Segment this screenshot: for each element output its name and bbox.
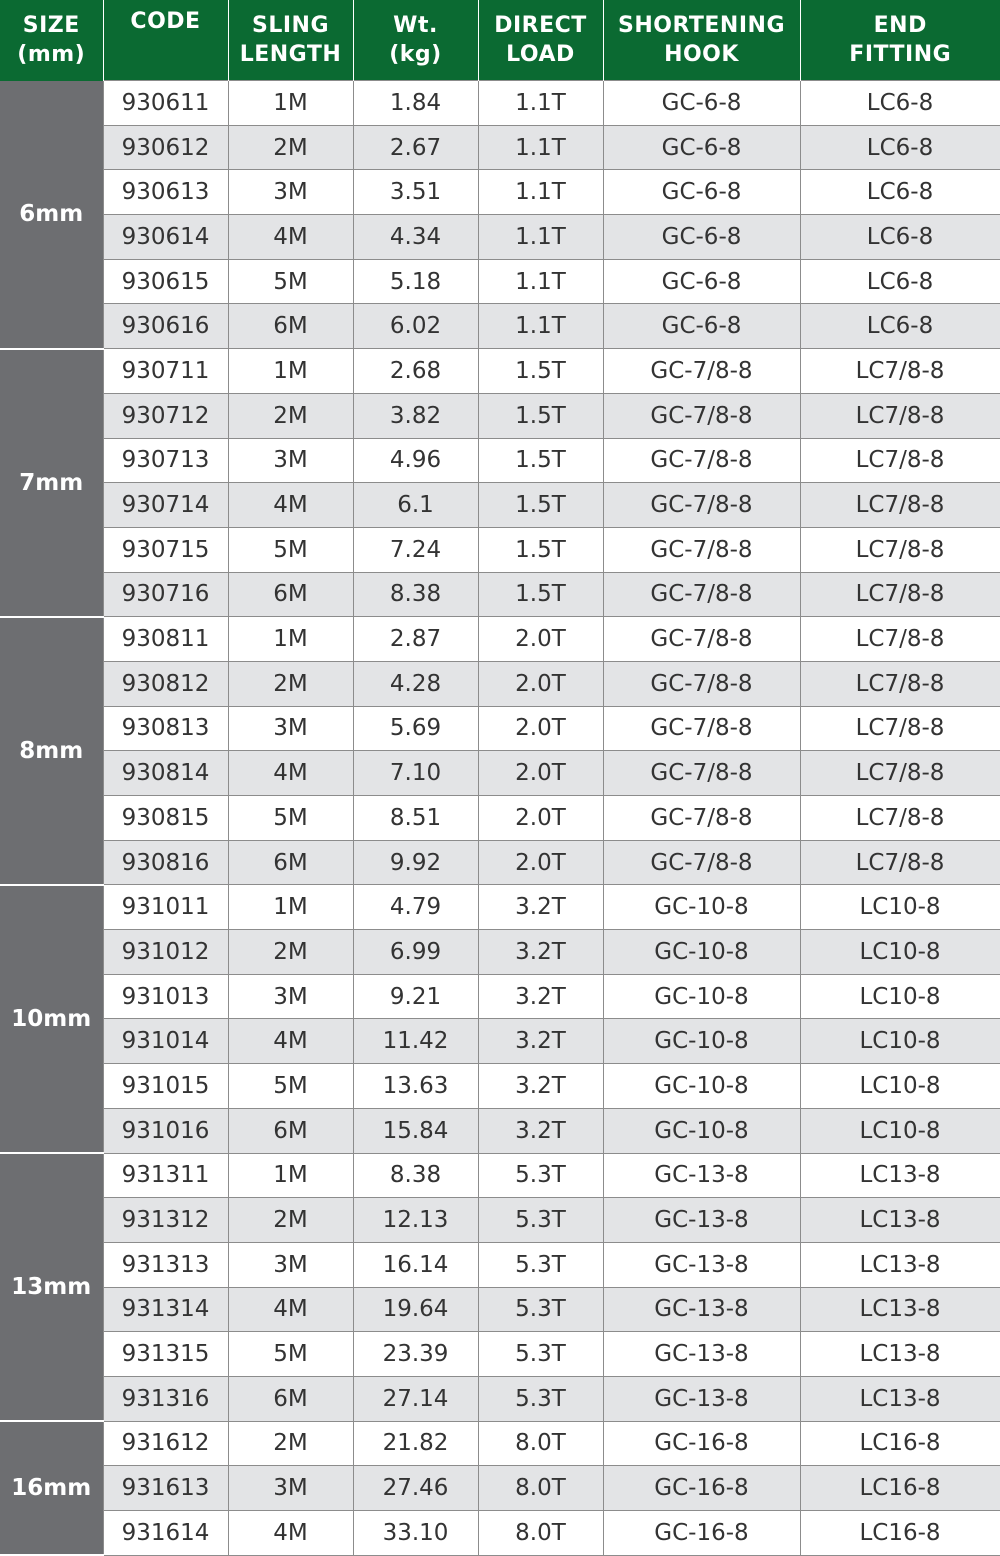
header-weight-line2: (kg) [354,40,478,69]
direct-load-cell: 1.5T [478,438,603,483]
header-sling-length [228,0,353,81]
weight-cell: 2.87 [353,617,478,662]
code-cell: 930711 [103,349,228,394]
shortening-hook-cell: GC-13-8 [603,1332,800,1377]
header-direct-load-line1: DIRECT [479,11,603,40]
weight-cell: 12.13 [353,1198,478,1243]
sling-length-cell: 2M [228,125,353,170]
direct-load-cell: 2.0T [478,796,603,841]
weight-cell: 1.84 [353,81,478,126]
table-row [0,170,1000,215]
code-cell: 931614 [103,1511,228,1556]
weight-cell: 9.21 [353,974,478,1019]
direct-load-cell: 8.0T [478,1421,603,1466]
end-fitting-cell: LC6-8 [800,125,1000,170]
end-fitting-cell: LC10-8 [800,930,1000,975]
end-fitting-cell: LC7/8-8 [800,661,1000,706]
end-fitting-cell: LC7/8-8 [800,393,1000,438]
shortening-hook-cell: GC-6-8 [603,259,800,304]
direct-load-cell: 3.2T [478,930,603,975]
code-cell: 931013 [103,974,228,1019]
shortening-hook-cell: GC-6-8 [603,170,800,215]
sling-length-cell: 1M [228,1153,353,1198]
header-direct-load [478,0,603,81]
table-row [0,706,1000,751]
header-weight [353,0,478,81]
size-cell: 7mm [0,349,103,617]
sling-length-cell: 4M [228,1511,353,1556]
direct-load-cell: 8.0T [478,1511,603,1556]
header-size-line1: SIZE [0,11,103,40]
direct-load-cell: 5.3T [478,1242,603,1287]
code-cell: 930811 [103,617,228,662]
header-end-fitting [800,0,1000,81]
code-cell: 931316 [103,1376,228,1421]
shortening-hook-cell: GC-10-8 [603,1108,800,1153]
code-cell: 931315 [103,1332,228,1377]
shortening-hook-cell: GC-13-8 [603,1376,800,1421]
shortening-hook-cell: GC-16-8 [603,1466,800,1511]
sling-length-cell: 3M [228,974,353,1019]
header-sling-length-line2: LENGTH [229,40,353,69]
code-cell: 930616 [103,304,228,349]
sling-length-cell: 2M [228,930,353,975]
code-cell: 930613 [103,170,228,215]
weight-cell: 4.28 [353,661,478,706]
weight-cell: 2.68 [353,349,478,394]
sling-length-cell: 5M [228,1064,353,1109]
code-cell: 931312 [103,1198,228,1243]
sling-length-cell: 6M [228,1108,353,1153]
direct-load-cell: 1.1T [478,304,603,349]
sling-length-cell: 6M [228,304,353,349]
end-fitting-cell: LC10-8 [800,974,1000,1019]
direct-load-cell: 2.0T [478,751,603,796]
code-cell: 930614 [103,215,228,260]
code-cell: 930814 [103,751,228,796]
direct-load-cell: 2.0T [478,661,603,706]
header-size-line2: (mm) [0,40,103,69]
weight-cell: 13.63 [353,1064,478,1109]
shortening-hook-cell: GC-6-8 [603,215,800,260]
end-fitting-cell: LC10-8 [800,1108,1000,1153]
sling-length-cell: 1M [228,349,353,394]
header-row [0,0,1000,81]
direct-load-cell: 5.3T [478,1376,603,1421]
weight-cell: 6.02 [353,304,478,349]
weight-cell: 4.96 [353,438,478,483]
header-shortening-hook-line1: SHORTENING [604,11,800,40]
sling-length-cell: 4M [228,1287,353,1332]
end-fitting-cell: LC7/8-8 [800,751,1000,796]
weight-cell: 21.82 [353,1421,478,1466]
sling-length-cell: 3M [228,1242,353,1287]
end-fitting-cell: LC10-8 [800,1019,1000,1064]
end-fitting-cell: LC16-8 [800,1421,1000,1466]
shortening-hook-cell: GC-13-8 [603,1242,800,1287]
direct-load-cell: 1.1T [478,170,603,215]
sling-length-cell: 6M [228,840,353,885]
direct-load-cell: 2.0T [478,617,603,662]
weight-cell: 4.34 [353,215,478,260]
end-fitting-cell: LC13-8 [800,1153,1000,1198]
direct-load-cell: 1.1T [478,125,603,170]
weight-cell: 3.82 [353,393,478,438]
sling-length-cell: 5M [228,796,353,841]
code-cell: 930611 [103,81,228,126]
sling-length-cell: 5M [228,527,353,572]
direct-load-cell: 1.5T [478,572,603,617]
shortening-hook-cell: GC-7/8-8 [603,617,800,662]
direct-load-cell: 2.0T [478,840,603,885]
end-fitting-cell: LC16-8 [800,1466,1000,1511]
code-cell: 930714 [103,483,228,528]
direct-load-cell: 1.1T [478,215,603,260]
table-row [0,840,1000,885]
end-fitting-cell: LC7/8-8 [800,706,1000,751]
sling-length-cell: 6M [228,572,353,617]
table-row [0,1332,1000,1377]
table-row [0,1466,1000,1511]
weight-cell: 9.92 [353,840,478,885]
header-shortening-hook [603,0,800,81]
shortening-hook-cell: GC-13-8 [603,1198,800,1243]
direct-load-cell: 1.5T [478,527,603,572]
sling-length-cell: 2M [228,393,353,438]
direct-load-cell: 5.3T [478,1287,603,1332]
sling-length-cell: 3M [228,1466,353,1511]
table-row [0,1376,1000,1421]
sling-length-cell: 2M [228,661,353,706]
code-cell: 931314 [103,1287,228,1332]
weight-cell: 19.64 [353,1287,478,1332]
shortening-hook-cell: GC-16-8 [603,1511,800,1556]
end-fitting-cell: LC7/8-8 [800,483,1000,528]
code-cell: 930715 [103,527,228,572]
header-weight-line1: Wt. [354,11,478,40]
weight-cell: 11.42 [353,1019,478,1064]
end-fitting-cell: LC6-8 [800,304,1000,349]
size-cell: 8mm [0,617,103,885]
shortening-hook-cell: GC-10-8 [603,974,800,1019]
end-fitting-cell: LC7/8-8 [800,796,1000,841]
code-cell: 930713 [103,438,228,483]
weight-cell: 23.39 [353,1332,478,1377]
code-cell: 930812 [103,661,228,706]
code-cell: 930712 [103,393,228,438]
code-cell: 931014 [103,1019,228,1064]
shortening-hook-cell: GC-7/8-8 [603,527,800,572]
weight-cell: 3.51 [353,170,478,215]
shortening-hook-cell: GC-7/8-8 [603,438,800,483]
sling-length-cell: 4M [228,1019,353,1064]
direct-load-cell: 1.5T [478,393,603,438]
code-cell: 930716 [103,572,228,617]
end-fitting-cell: LC7/8-8 [800,527,1000,572]
header-shortening-hook-line2: HOOK [604,40,800,69]
end-fitting-cell: LC7/8-8 [800,572,1000,617]
table-row [0,1242,1000,1287]
shortening-hook-cell: GC-6-8 [603,81,800,126]
weight-cell: 2.67 [353,125,478,170]
weight-cell: 7.10 [353,751,478,796]
direct-load-cell: 1.1T [478,259,603,304]
table-row [0,1421,1000,1466]
code-cell: 931016 [103,1108,228,1153]
shortening-hook-cell: GC-10-8 [603,930,800,975]
table-row [0,1064,1000,1109]
size-cell: 16mm [0,1421,103,1555]
end-fitting-cell: LC13-8 [800,1242,1000,1287]
shortening-hook-cell: GC-16-8 [603,1421,800,1466]
size-cell: 13mm [0,1153,103,1421]
table-row [0,527,1000,572]
code-cell: 931012 [103,930,228,975]
table-row [0,617,1000,662]
code-cell: 931015 [103,1064,228,1109]
end-fitting-cell: LC6-8 [800,170,1000,215]
shortening-hook-cell: GC-10-8 [603,885,800,930]
table-row [0,125,1000,170]
weight-cell: 5.69 [353,706,478,751]
table-row [0,483,1000,528]
header-direct-load-line2: LOAD [479,40,603,69]
code-cell: 931612 [103,1421,228,1466]
sling-length-cell: 1M [228,885,353,930]
table-row [0,304,1000,349]
sling-length-cell: 1M [228,81,353,126]
table-row [0,81,1000,126]
weight-cell: 27.14 [353,1376,478,1421]
table-row [0,393,1000,438]
end-fitting-cell: LC10-8 [800,885,1000,930]
shortening-hook-cell: GC-7/8-8 [603,751,800,796]
code-cell: 930615 [103,259,228,304]
direct-load-cell: 2.0T [478,706,603,751]
table-row [0,259,1000,304]
sling-length-cell: 3M [228,438,353,483]
end-fitting-cell: LC13-8 [800,1287,1000,1332]
direct-load-cell: 3.2T [478,1064,603,1109]
end-fitting-cell: LC6-8 [800,215,1000,260]
code-cell: 930816 [103,840,228,885]
direct-load-cell: 3.2T [478,1019,603,1064]
direct-load-cell: 5.3T [478,1198,603,1243]
shortening-hook-cell: GC-6-8 [603,304,800,349]
shortening-hook-cell: GC-7/8-8 [603,483,800,528]
table-row [0,930,1000,975]
sling-length-cell: 2M [228,1198,353,1243]
shortening-hook-cell: GC-7/8-8 [603,393,800,438]
header-sling-length-line1: SLING [229,11,353,40]
size-cell: 10mm [0,885,103,1153]
code-cell: 931011 [103,885,228,930]
shortening-hook-cell: GC-13-8 [603,1153,800,1198]
weight-cell: 5.18 [353,259,478,304]
weight-cell: 8.51 [353,796,478,841]
shortening-hook-cell: GC-7/8-8 [603,796,800,841]
end-fitting-cell: LC16-8 [800,1511,1000,1556]
table-header [0,0,1000,81]
code-cell: 931311 [103,1153,228,1198]
table-row [0,885,1000,930]
size-cell: 6mm [0,81,103,349]
sling-length-cell: 1M [228,617,353,662]
direct-load-cell: 3.2T [478,1108,603,1153]
direct-load-cell: 3.2T [478,885,603,930]
sling-length-cell: 2M [228,1421,353,1466]
table-row [0,1198,1000,1243]
header-code-line1: CODE [104,7,228,36]
direct-load-cell: 5.3T [478,1332,603,1377]
table-row [0,1511,1000,1556]
table-row [0,572,1000,617]
end-fitting-cell: LC13-8 [800,1198,1000,1243]
table-row [0,661,1000,706]
shortening-hook-cell: GC-13-8 [603,1287,800,1332]
table-row [0,215,1000,260]
header-end-fitting-line1: END [801,11,1000,40]
table-row [0,974,1000,1019]
direct-load-cell: 3.2T [478,974,603,1019]
weight-cell: 16.14 [353,1242,478,1287]
table-row [0,1287,1000,1332]
shortening-hook-cell: GC-7/8-8 [603,349,800,394]
table-row [0,438,1000,483]
shortening-hook-cell: GC-7/8-8 [603,840,800,885]
code-cell: 930612 [103,125,228,170]
weight-cell: 7.24 [353,527,478,572]
direct-load-cell: 8.0T [478,1466,603,1511]
table-row [0,1153,1000,1198]
end-fitting-cell: LC7/8-8 [800,840,1000,885]
sling-length-cell: 4M [228,483,353,528]
sling-length-cell: 5M [228,259,353,304]
end-fitting-cell: LC13-8 [800,1376,1000,1421]
table-row [0,796,1000,841]
end-fitting-cell: LC6-8 [800,81,1000,126]
direct-load-cell: 1.5T [478,483,603,528]
header-code [103,0,228,81]
shortening-hook-cell: GC-7/8-8 [603,661,800,706]
weight-cell: 15.84 [353,1108,478,1153]
weight-cell: 27.46 [353,1466,478,1511]
weight-cell: 4.79 [353,885,478,930]
table-body [0,81,1000,1556]
end-fitting-cell: LC7/8-8 [800,349,1000,394]
direct-load-cell: 5.3T [478,1153,603,1198]
sling-length-cell: 5M [228,1332,353,1377]
end-fitting-cell: LC13-8 [800,1332,1000,1377]
weight-cell: 33.10 [353,1511,478,1556]
end-fitting-cell: LC7/8-8 [800,617,1000,662]
table-row [0,349,1000,394]
shortening-hook-cell: GC-10-8 [603,1064,800,1109]
code-cell: 930813 [103,706,228,751]
table-row [0,751,1000,796]
end-fitting-cell: LC10-8 [800,1064,1000,1109]
sling-length-cell: 4M [228,751,353,796]
end-fitting-cell: LC7/8-8 [800,438,1000,483]
weight-cell: 6.1 [353,483,478,528]
direct-load-cell: 1.5T [478,349,603,394]
code-cell: 931313 [103,1242,228,1287]
shortening-hook-cell: GC-6-8 [603,125,800,170]
shortening-hook-cell: GC-7/8-8 [603,572,800,617]
header-size [0,0,103,81]
header-end-fitting-line2: FITTING [801,40,1000,69]
table-row [0,1108,1000,1153]
code-cell: 930815 [103,796,228,841]
shortening-hook-cell: GC-10-8 [603,1019,800,1064]
sling-length-cell: 3M [228,706,353,751]
table-row [0,1019,1000,1064]
sling-length-cell: 6M [228,1376,353,1421]
sling-length-cell: 4M [228,215,353,260]
sling-length-cell: 3M [228,170,353,215]
weight-cell: 8.38 [353,572,478,617]
code-cell: 931613 [103,1466,228,1511]
end-fitting-cell: LC6-8 [800,259,1000,304]
weight-cell: 8.38 [353,1153,478,1198]
direct-load-cell: 1.1T [478,81,603,126]
shortening-hook-cell: GC-7/8-8 [603,706,800,751]
weight-cell: 6.99 [353,930,478,975]
